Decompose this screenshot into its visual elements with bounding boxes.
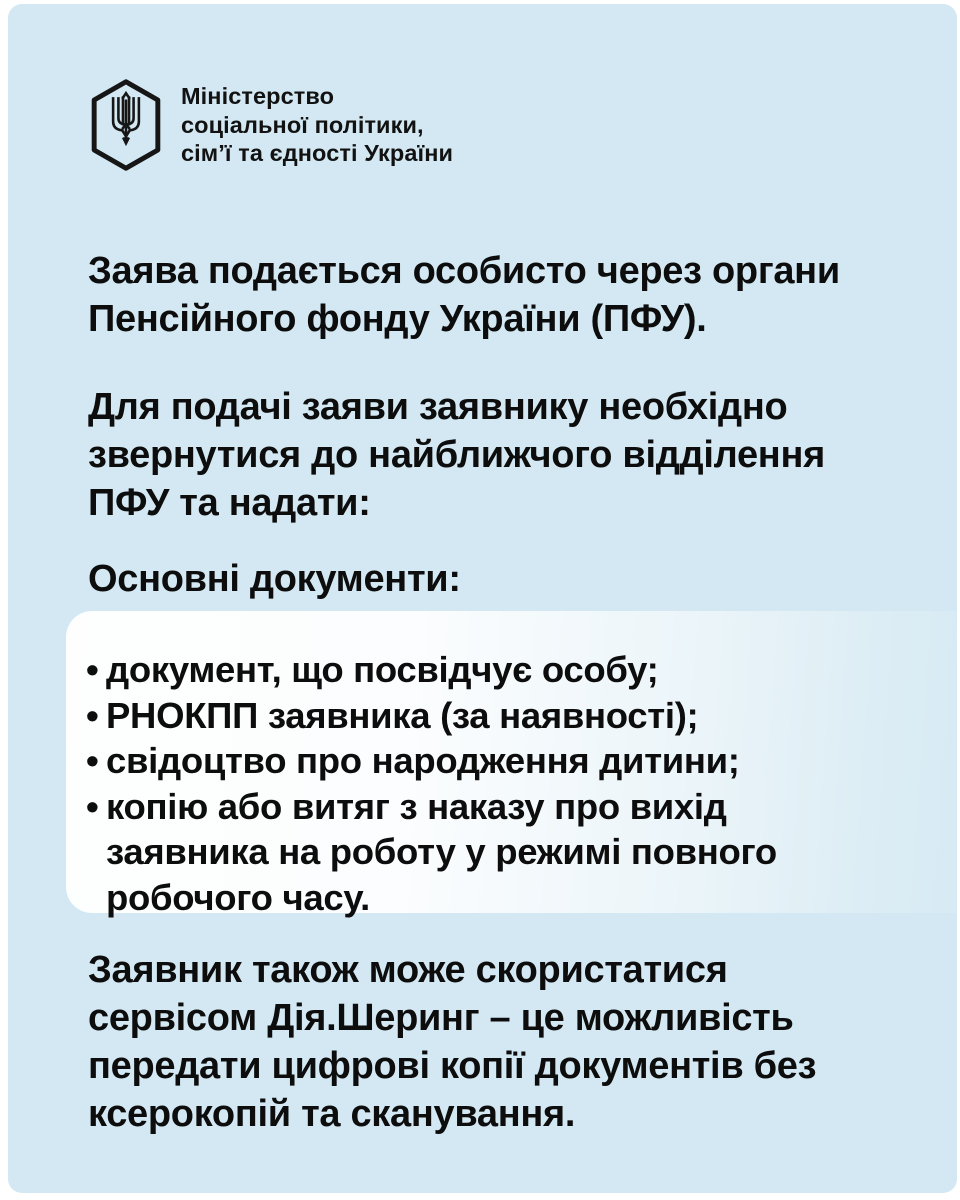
documents-list — [66, 647, 937, 920]
list-item: • документ, що посвідчує особу; — [66, 647, 937, 693]
list-item: • свідоцтво про народження дитини; — [66, 738, 937, 784]
trident-hexagon-icon — [88, 78, 164, 172]
ministry-name — [181, 78, 453, 168]
list-item: • копію або витяг з наказу про вихід заявника на роботу у режимі повного робочого часу. — [66, 784, 937, 921]
documents-heading: Основні документи: — [88, 558, 461, 600]
instruction-line: звернутися до найближчого відділення — [88, 434, 825, 476]
instruction-line: ПФУ та надати: — [88, 482, 371, 524]
instruction-line: Для подачі заяви заявнику необхідно — [88, 386, 788, 428]
sharing-line: сервісом Дія.Шеринг – це можливість — [88, 997, 794, 1039]
sharing-line: ксерокопій та сканування. — [88, 1093, 576, 1135]
ministry-logo — [88, 78, 453, 172]
ministry-name-line: сім’ї та єдності України — [181, 140, 454, 166]
sharing-line: Заявник також може скористатися — [88, 949, 728, 991]
intro-line: Пенсійного фонду України (ПФУ). — [88, 298, 707, 340]
sharing-paragraph — [88, 946, 816, 1138]
ministry-name-line: Міністерство — [181, 83, 335, 109]
list-item: • РНОКПП заявника (за наявності); — [66, 693, 937, 739]
intro-line: Заява подається особисто через органи — [88, 250, 840, 292]
documents-highlight-panel — [66, 611, 957, 918]
info-card — [8, 4, 957, 1193]
instruction-paragraph — [88, 383, 825, 527]
sharing-line: передати цифрові копії документів без — [88, 1045, 817, 1087]
ministry-name-line: соціальної політики, — [181, 111, 424, 138]
intro-paragraph — [88, 247, 840, 343]
